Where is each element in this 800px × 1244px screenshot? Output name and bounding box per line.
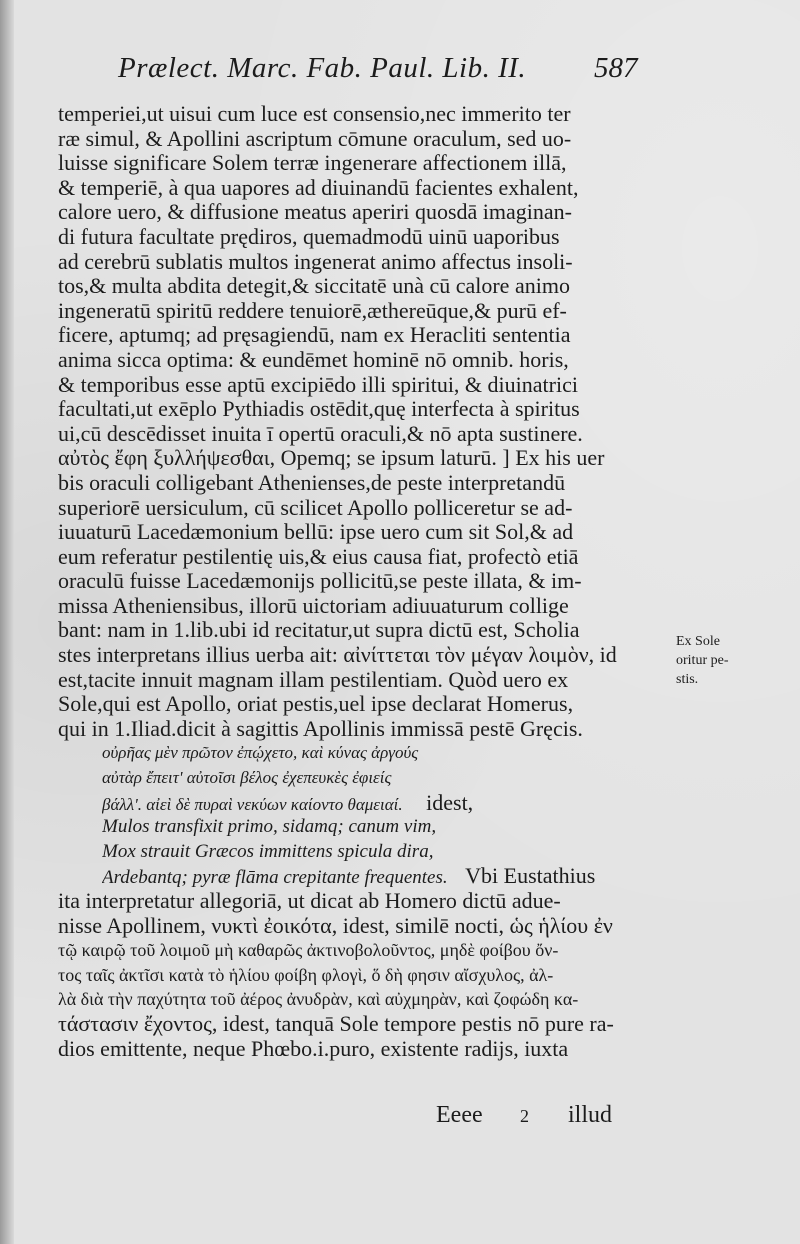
homer-quotation [102,741,670,889]
text-line: superiorē uersiculum, cū scilicet Apollo polliceretur se ad- [58,495,573,520]
text-line: temperiei,ut uisui cum luce est consensio,nec immerito ter [58,102,571,126]
text-line: oraculū fuisse Lacedæmonijs pollicitū,se peste illata, & im- [58,569,582,594]
greek-verse-line: οὐρῆας μὲν πρῶτον ἐπῴχετο, καὶ κύνας ἀργούς [102,743,419,763]
latin-verse-line-with-trail [102,864,670,889]
catchword: illud [568,1102,613,1128]
text-line: ræ simul, & Apollini ascriptum cōmune oraculum, sed uo- [58,126,572,151]
verse-trailing-text: Vbi Eustathius [465,864,596,889]
text-line: stes interpretans illius uerba ait: αἰνίττεται τὸν μέγαν λοιμὸν, id [58,643,617,668]
text-line: luisse significare Solem terræ ingenerare affectionem illā, [58,151,567,176]
text-line: eum referatur pestilentię uis,& eius causa fiat, profectò etiā [58,544,579,569]
running-head [118,52,678,92]
marginal-note-line: stis. [676,672,699,687]
marginal-note-line: oritur pe- [676,653,729,668]
text-line: di futura facultate prędiros, quemadmodū uinū uaporibus [58,224,560,249]
greek-verse-text: βάλλ'. αἰεὶ δὲ πυραὶ νεκύων καίοντο θαμειαί. [102,794,403,814]
text-line: dios emittente, neque Phœbo.i.puro, existente radijs, iuxta [58,1036,569,1061]
signature-mark: Eeee [436,1102,483,1128]
signature-number: 2 [520,1106,529,1126]
greek-text-line: λὰ διὰ τὴν παχύτητα τοῦ ἀέρος ἀνυδρὰν, καὶ αὐχμηρὰν, καὶ ζοφώδη κα- [58,989,579,1010]
text-line: iuuaturū Lacedæmonium bellū: ipse uero cum sit Sol,& ad [58,520,574,545]
greek-verse-line: αὐτὰρ ἔπειτ' αὐτοῖσι βέλος ἐχεπευκὲς ἐφιείς [102,768,392,788]
text-line: τάστασιν ἔχοντος, idest, tanquā Sole tempore pestis nō pure ra- [58,1011,614,1036]
text-line: ita interpretatur allegoriā, ut dicat ab Homero dictū adue- [58,889,561,913]
marginal-note-line: Ex Sole [676,634,720,649]
greek-text-line: τῷ καιρῷ τοῦ λοιμοῦ μὴ καθαρῶς ἀκτινοβολοῦντος, μηδὲ φοίβου ὄν- [58,940,559,961]
text-line: & temperiē, à qua uapores ad diuinandū facientes exhalent, [58,175,579,200]
text-line: ingeneratū spiritū reddere tenuiorē,æthereūque,& purū ef- [58,298,567,323]
text-line: ad cerebrū sublatis multos ingenerat animo affectus insoli- [58,249,573,274]
verse-gloss-idest: idest, [426,790,474,815]
lemma-line: αὐτὸς ἔφη ξυλλήψεσθαι, Opemq; se ipsum laturū. ] Ex his uer [58,446,605,471]
text-line: ficere, aptumq; ad pręsagiendū, nam ex Heracliti sententia [58,323,571,348]
page-number: 587 [594,52,638,84]
text-line: calore uero, & diffusione meatus aperiri quosdā imaginan- [58,200,572,225]
text-line: tos,& multa abdita detegit,& siccitatē unà cū calore animo [58,274,570,299]
text-line: & temporibus esse aptū excipiēdo illi spiritui, & diuinatrici [58,372,578,397]
latin-verse-line: Mox strauit Græcos immittens spicula dira, [102,840,434,862]
text-line: missa Atheniensibus, illorū uictoriam adiuuaturum collige [58,593,569,618]
marginal-note [676,632,786,689]
text-line: facultati,ut exēplo Pythiadis ostēdit,quę interfecta à spiritus [58,397,580,422]
text-line: nisse Apollinem, νυκτὶ ἐοικότα, idest, similē nocti, ὡς ἡλίου ἐν [58,913,613,938]
running-head-title: Prælect. Marc. Fab. Paul. Lib. II. [118,52,527,84]
text-line: ui,cū descēdisset inuita ī opertū oraculi,& nō apta sustinere. [58,421,583,446]
text-line: anima sicca optima: & eundēmet hominē nō omnib. horis, [58,347,569,372]
latin-verse-line: Mulos transfixit primo, sidamq; canum vim, [102,816,437,838]
latin-verse-text: Ardebantq; pyræ flāma crepitante frequentes. [102,867,448,889]
greek-verse-line-with-gloss [102,791,670,816]
page-gutter-shadow [0,0,14,1244]
text-line: bis oraculi colligebant Athenienses,de peste interpretandū [58,470,566,495]
text-line: Sole,qui est Apollo, oriat pestis,uel ipse declarat Homerus, [58,692,574,717]
text-line: est,tacite innuit magnam illam pestilentiam. Quòd uero ex [58,667,569,692]
main-text-block [58,102,670,1061]
text-line: bant: nam in 1.lib.ubi id recitatur,ut supra dictū est, Scholia [58,618,580,643]
greek-text-line: τος ταῖς ἀκτῖσι κατὰ τὸ ἡλίου φοίβη φλογὶ, ὅ δὴ φησιν αἴσχυλος, ἀλ- [58,964,554,985]
text-line: qui in 1.Iliad.dicit à sagittis Apollinis immissā pestē Gręcis. [58,716,583,741]
